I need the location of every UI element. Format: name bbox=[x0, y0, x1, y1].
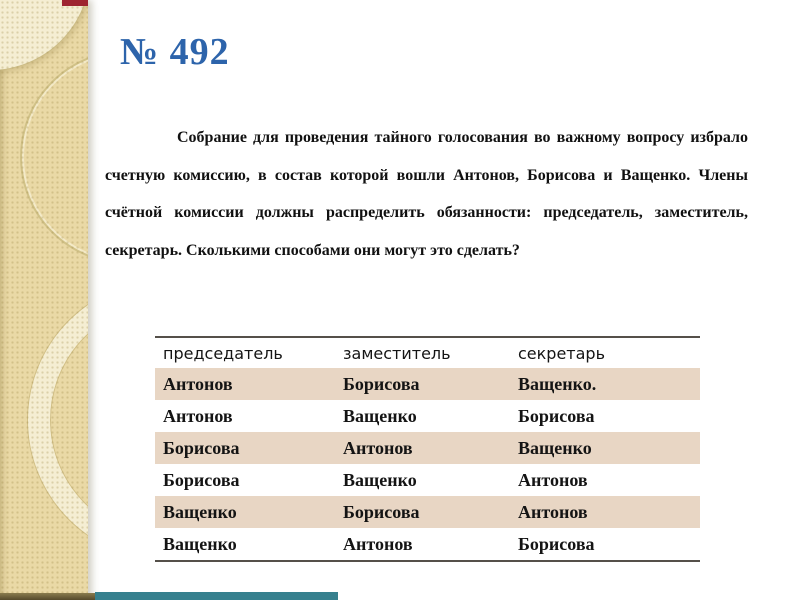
table-row bbox=[155, 368, 700, 400]
sidebar-dot-texture bbox=[0, 0, 88, 600]
table-cell: Антонов bbox=[343, 437, 413, 458]
problem-text: Собрание для проведения тайного голосования во важному вопросу избрало счетную комиссию, в состав которой вошли Антонов, Борисова и Ващенко. Члены счётной комиссии должны распределить обязанности: председатель, заместитель, секретарь. Сколькими способами они могут это сделать? bbox=[105, 129, 748, 259]
table-row bbox=[155, 432, 700, 464]
sidebar-decoration bbox=[0, 0, 88, 600]
table-cell: Ващенко bbox=[163, 533, 237, 554]
table-cell: Борисова bbox=[343, 373, 420, 394]
table-cell: Борисова bbox=[163, 437, 240, 458]
sidebar-bottom-edge bbox=[0, 593, 96, 600]
slide-title: № 492 bbox=[120, 31, 230, 73]
table-cell: Антонов bbox=[518, 501, 588, 522]
header-cell: секретарь bbox=[518, 343, 606, 363]
header-cell: председатель bbox=[163, 343, 283, 363]
table-cell: Ващенко bbox=[343, 469, 417, 490]
table-cell: Антонов bbox=[518, 469, 588, 490]
table-cell: Борисова bbox=[518, 405, 595, 426]
header-cell: заместитель bbox=[343, 343, 451, 363]
table-cell: Антонов bbox=[163, 373, 233, 394]
table-cell: Ващенко. bbox=[518, 373, 597, 394]
table-row bbox=[155, 464, 700, 496]
table-cell: Борисова bbox=[518, 533, 595, 554]
table-row bbox=[155, 528, 700, 560]
table-cell: Ващенко bbox=[163, 501, 237, 522]
red-accent-bar bbox=[62, 0, 88, 6]
table-header-row bbox=[155, 338, 700, 368]
table-cell: Антонов bbox=[343, 533, 413, 554]
table-row bbox=[155, 400, 700, 432]
table-body bbox=[155, 368, 700, 560]
solution-table bbox=[155, 336, 700, 562]
table-cell: Борисова bbox=[163, 469, 240, 490]
table-cell: Ващенко bbox=[343, 405, 417, 426]
table-cell: Антонов bbox=[163, 405, 233, 426]
table-cell: Борисова bbox=[343, 501, 420, 522]
table-cell: Ващенко bbox=[518, 437, 592, 458]
table-row bbox=[155, 496, 700, 528]
teal-accent-bar bbox=[95, 592, 338, 600]
